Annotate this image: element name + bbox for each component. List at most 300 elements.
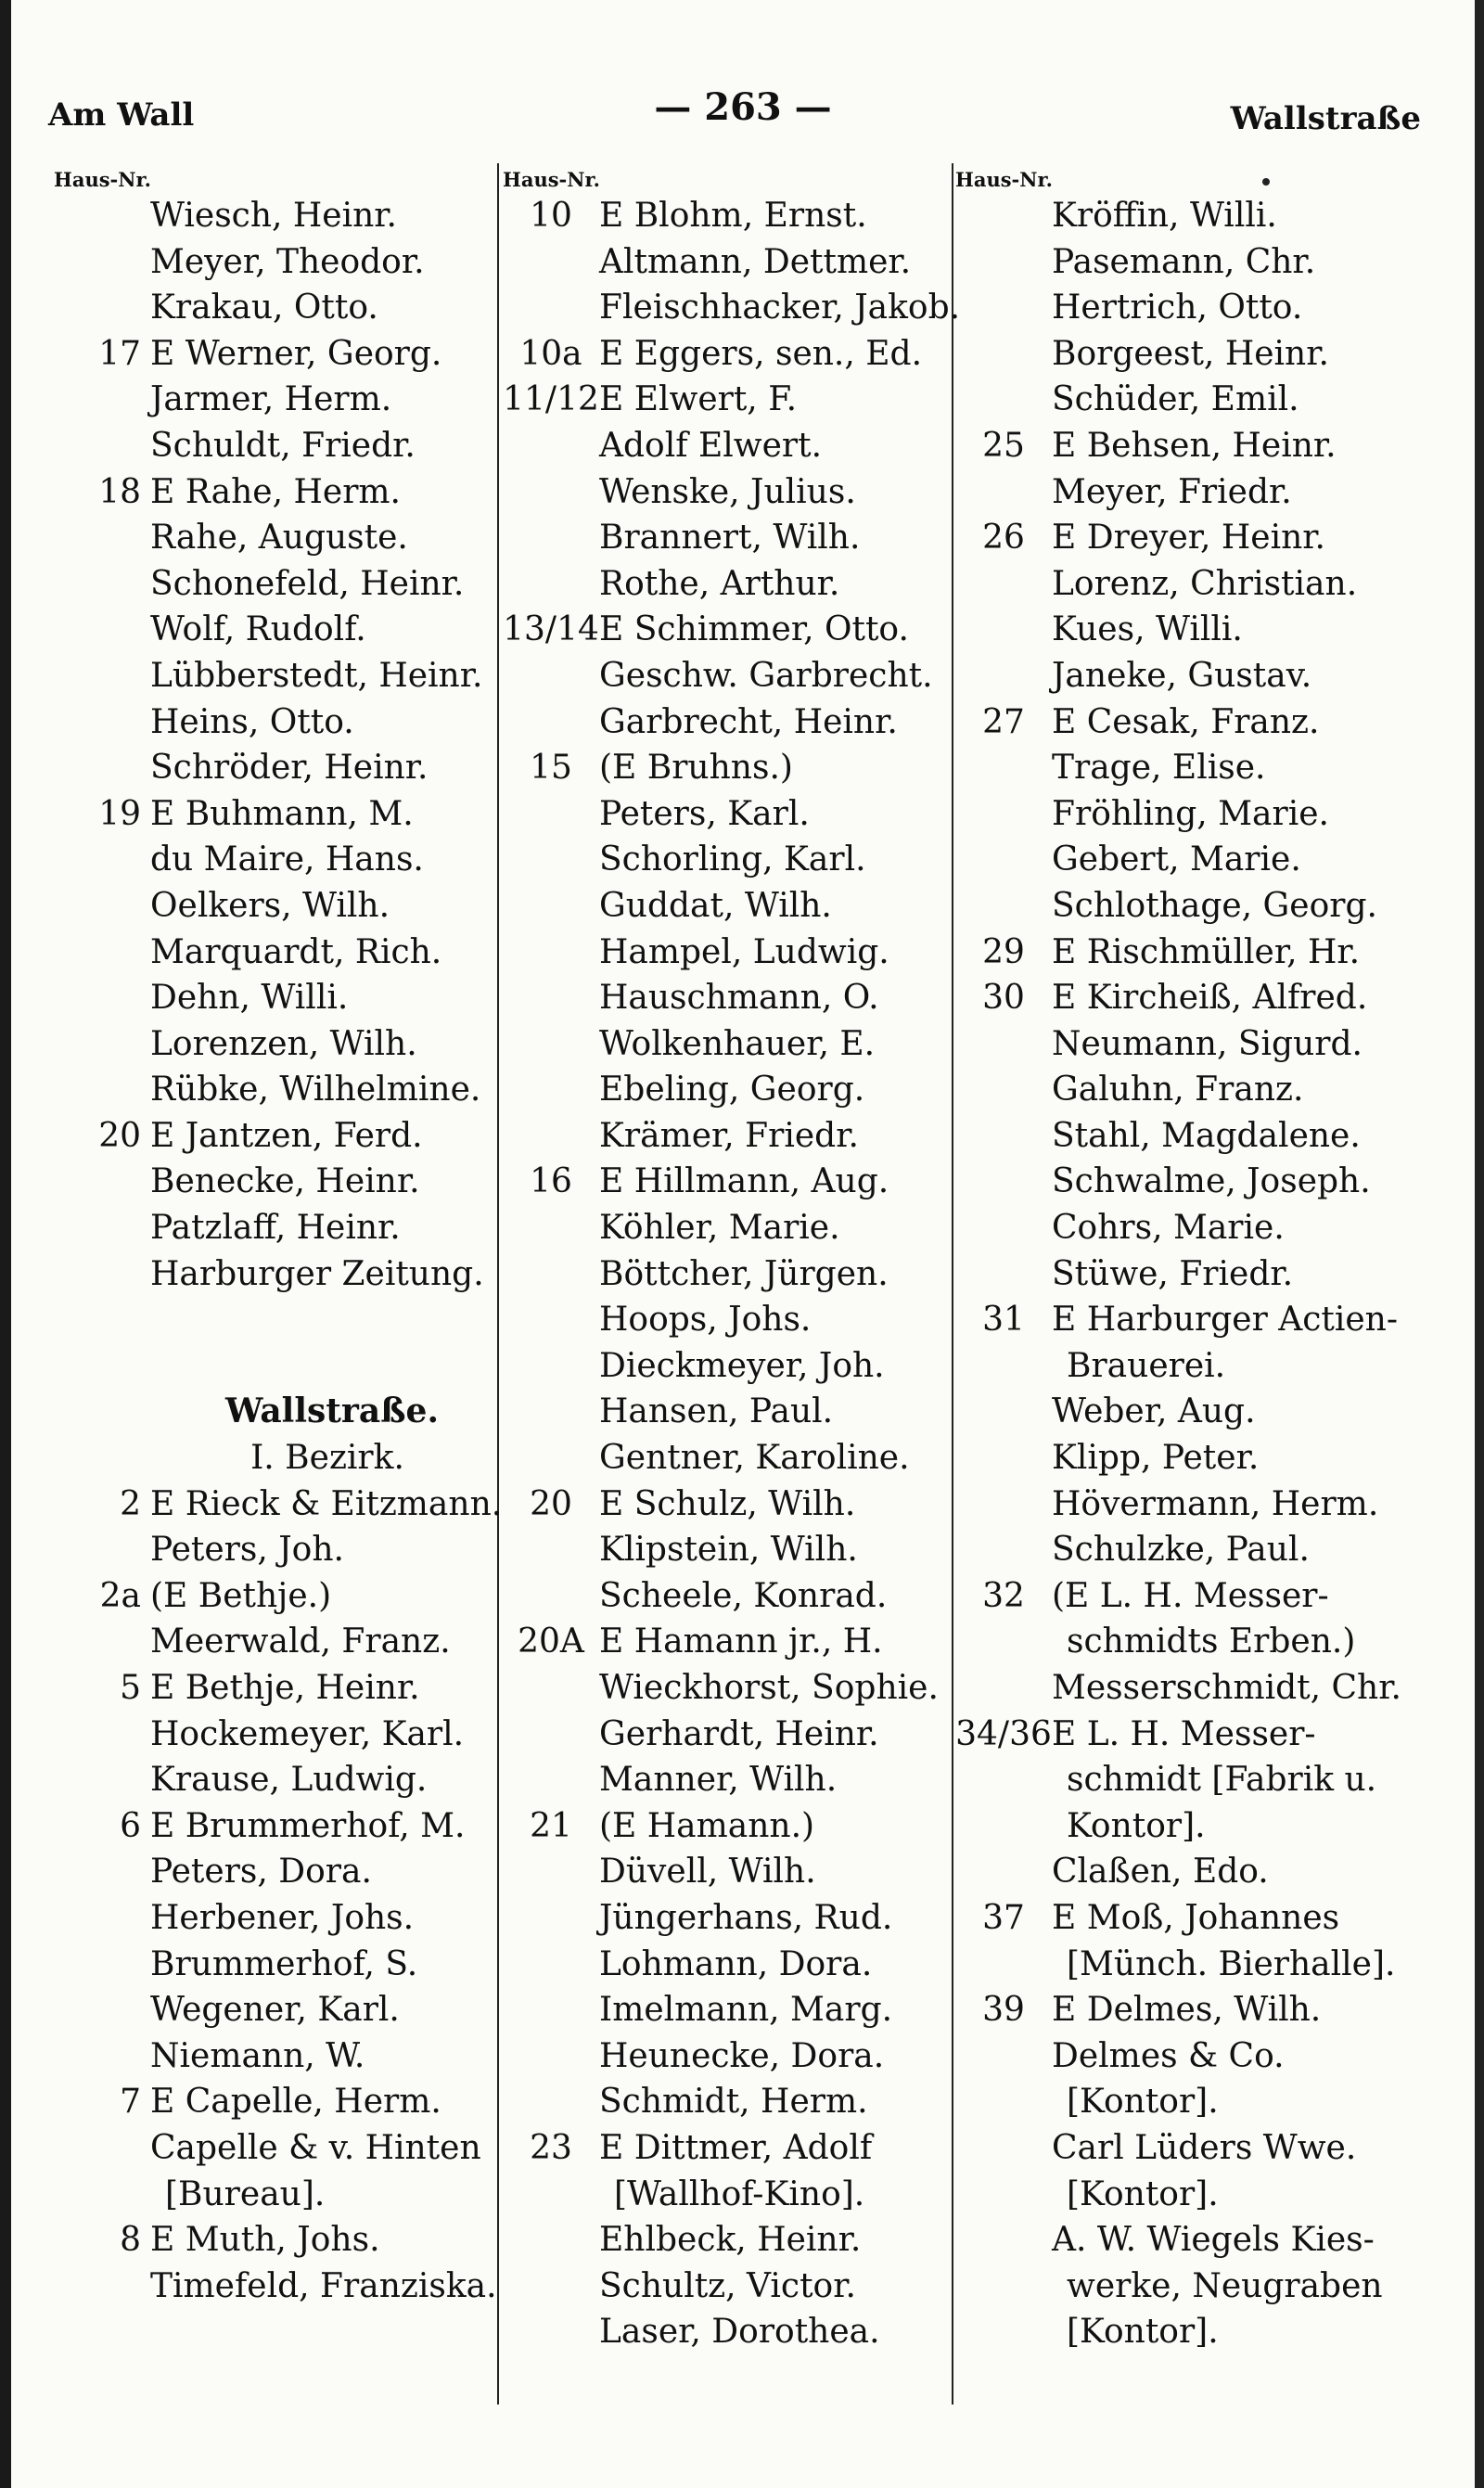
directory-entry [54,1297,495,1343]
house-number [503,1067,599,1113]
directory-entry [503,561,952,608]
directory-entry [503,1159,952,1205]
house-number [503,1251,599,1298]
resident-name: E Behsen, Heinr. [1052,426,1337,465]
directory-entry [955,423,1404,469]
directory-entry [503,653,952,699]
resident-name: Geschw. Garbrecht. [599,656,933,695]
directory-entry [503,469,952,516]
directory-entry [955,975,1404,1021]
house-number [955,193,1052,239]
resident-name: Hövermann, Herm. [1052,1484,1379,1523]
resident-name: Köhler, Marie. [599,1209,840,1248]
house-number [955,1757,1052,1803]
house-number [503,1712,599,1758]
directory-entry [503,837,952,883]
resident-name: Schulzke, Paul. [1052,1531,1310,1570]
house-number [955,1067,1052,1113]
directory-entry [955,1803,1404,1850]
directory-entry [503,791,952,838]
house-number: 32 [982,1576,1025,1615]
house-number [54,1159,150,1205]
directory-entry [503,1297,952,1343]
house-number [955,285,1052,331]
directory-entry [503,1895,952,1942]
house-number [955,377,1052,423]
directory-entry [955,1619,1404,1665]
resident-name: [Kontor]. [1067,2313,1219,2352]
directory-entry [955,1435,1404,1481]
page-number: — 263 — [654,85,832,129]
house-number: 23 [530,2128,572,2167]
directory-entry [503,2264,952,2310]
directory-entry [503,2033,952,2080]
resident-name: E Hamann jr., H. [599,1622,883,1661]
directory-entry [955,377,1404,423]
house-number [955,1527,1052,1573]
directory-entry [503,1803,952,1850]
directory-entry [955,745,1404,791]
directory-column-3 [955,167,1404,2355]
directory-entry [54,653,495,699]
resident-name: Rothe, Arthur. [599,564,840,603]
directory-entry [54,1849,495,1895]
house-number [54,561,150,608]
directory-entry [503,1435,952,1481]
resident-name: [Münch. Bierhalle]. [1067,1944,1396,1983]
house-number: 20 [530,1484,572,1523]
resident-name: E Rieck & Eitzmann. [150,1484,503,1523]
resident-name: Claßen, Edo. [1052,1853,1269,1892]
house-number [54,1067,150,1113]
directory-entry [955,837,1404,883]
house-number: 6 [120,1806,141,1845]
house-number [503,1527,599,1573]
resident-name: Lorenz, Christian. [1052,564,1358,603]
header-right-street: Wallstraße [1230,100,1421,137]
directory-column-1 [54,167,503,2309]
resident-name: E L. H. Messer- [1052,1714,1316,1753]
directory-entry [503,285,961,331]
resident-name: Carl Lüders Wwe. [1052,2128,1357,2167]
house-number: 39 [982,1991,1025,2030]
resident-name: E Schimmer, Otto. [599,610,909,649]
resident-name: E Muth, Johs. [150,2221,380,2260]
resident-name: (E Bruhns.) [599,749,793,788]
directory-entry [503,1573,952,1620]
house-number: 10a [519,334,582,373]
directory-entry [54,285,495,331]
house-number: 29 [982,932,1025,971]
house-number [54,1942,150,1988]
resident-name: Manner, Wilh. [599,1761,838,1800]
directory-entry [503,193,952,239]
directory-entry [503,1987,952,2033]
directory-entry [503,239,952,286]
house-number [54,975,150,1021]
house-number [503,1573,599,1620]
resident-name: Rahe, Auguste. [150,519,408,558]
directory-entry [54,1205,495,1251]
directory-entry [54,1343,495,1390]
resident-name: Hertrich, Otto. [1052,289,1303,327]
resident-name: Scheele, Konrad. [599,1576,888,1615]
resident-name: Oelkers, Wilh. [150,886,390,925]
resident-name: Janeke, Gustav. [1052,656,1312,695]
house-number [503,2309,599,2355]
resident-name: E Bethje, Heinr. [150,1669,420,1707]
resident-name: Kröffin, Willi. [1052,197,1277,235]
house-number [955,1343,1052,1390]
directory-entry [54,1803,495,1850]
resident-name: Lohmann, Dora. [599,1944,873,1983]
house-number [503,975,599,1021]
resident-name: A. W. Wiegels Kies- [1052,2221,1375,2260]
directory-entry [54,2172,495,2218]
resident-name: Schröder, Heinr. [150,749,429,788]
house-number [955,1159,1052,1205]
house-number [54,1849,150,1895]
house-number [54,2264,150,2310]
directory-entry [955,1021,1404,1068]
directory-entry [503,1067,952,1113]
resident-name: Peters, Dora. [150,1853,372,1892]
directory-entry [955,791,1404,838]
directory-entry [54,1481,503,1528]
house-number [54,2172,150,2218]
resident-name: Borgeest, Heinr. [1052,334,1329,373]
house-number: 19 [98,794,141,833]
directory-entry [54,1665,495,1712]
house-number-heading: Haus-Nr. [955,168,1053,191]
house-number [503,699,599,746]
resident-name: Herbener, Johs. [150,1898,415,1937]
street-heading [54,1389,495,1435]
house-number [54,285,150,331]
directory-entry [955,699,1404,746]
resident-name: Fleischhacker, Jakob. [599,289,961,327]
directory-entry [54,515,495,561]
house-number: 34/36 [955,1714,1052,1753]
house-number [955,837,1052,883]
resident-name: E Cesak, Franz. [1052,702,1320,741]
house-number [54,1389,150,1435]
resident-name: Hockemeyer, Karl. [150,1714,465,1753]
resident-name: werke, Neugraben [1067,2266,1383,2305]
resident-name: Meerwald, Franz. [150,1622,451,1661]
resident-name: Jarmer, Herm. [150,380,392,419]
resident-name: Adolf Elwert. [599,426,823,465]
resident-name: (E Hamann.) [599,1806,815,1845]
house-number: 17 [98,334,141,373]
house-number-heading: Haus-Nr. [54,168,151,191]
directory-entry [503,2217,952,2264]
resident-name: E Jantzen, Ferd. [150,1116,423,1155]
directory-page [11,0,1475,2488]
directory-entry [54,1712,495,1758]
directory-entry [503,1849,952,1895]
directory-entry [54,699,495,746]
house-number [54,837,150,883]
house-number [955,1665,1052,1712]
directory-entry [955,1159,1404,1205]
house-number: 37 [982,1898,1025,1937]
directory-entry [503,377,952,423]
resident-name: Krämer, Friedr. [599,1116,859,1155]
resident-name: Garbrecht, Heinr. [599,702,898,741]
directory-entry [54,561,495,608]
directory-entry [955,2079,1404,2125]
resident-name: Harburger Zeitung. [150,1254,484,1293]
directory-entry [503,331,952,378]
resident-name: Brummerhof, S. [150,1944,418,1983]
directory-entry [955,331,1404,378]
house-number [955,1389,1052,1435]
directory-entry [54,1895,495,1942]
house-number [503,561,599,608]
house-number [54,2033,150,2080]
directory-entry [54,2079,495,2125]
directory-entry [955,1389,1404,1435]
house-number [503,883,599,930]
directory-entry [54,1619,495,1665]
directory-entry [503,1942,952,1988]
house-number [955,607,1052,653]
directory-entry [955,1527,1404,1573]
directory-entry [503,1665,952,1712]
resident-name: Wolf, Rudolf. [150,610,366,649]
house-number [54,1895,150,1942]
resident-name [150,1343,495,1390]
resident-name: Wallstraße. [225,1391,439,1431]
directory-entry [503,1481,952,1528]
resident-name: Schlothage, Georg. [1052,886,1377,925]
resident-name: Neumann, Sigurd. [1052,1024,1362,1063]
resident-name: schmidt [Fabrik u. [1067,1761,1377,1800]
directory-entry [955,1113,1404,1160]
resident-name: Cohrs, Marie. [1052,1209,1285,1248]
house-number [955,1021,1052,1068]
house-number [54,515,150,561]
directory-entry [54,331,495,378]
directory-entry [503,1527,952,1573]
directory-entry [54,930,495,976]
resident-name: Ebeling, Georg. [599,1071,865,1109]
resident-name: du Maire, Hans. [150,840,424,879]
resident-name: Imelmann, Marg. [599,1991,893,2030]
resident-name: Marquardt, Rich. [150,932,442,971]
resident-name: Stahl, Magdalene. [1052,1116,1361,1155]
page-header [11,85,1475,141]
house-number [955,1942,1052,1988]
directory-entry [54,607,495,653]
resident-name: [Kontor]. [1067,2083,1219,2122]
directory-entry [503,1113,952,1160]
resident-name: Lübberstedt, Heinr. [150,656,483,695]
resident-name: E Eggers, sen., Ed. [599,334,923,373]
directory-entry [54,1942,495,1988]
directory-entry [54,1573,495,1620]
house-number-heading: Haus-Nr. [503,168,600,191]
house-number: 2 [120,1484,141,1523]
directory-entry [54,423,495,469]
directory-entry [955,2172,1404,2218]
resident-name: (E Bethje.) [150,1576,332,1615]
house-number [503,1665,599,1712]
house-number [955,2172,1052,2218]
resident-name: Kontor]. [1067,1806,1206,1845]
house-number [955,1113,1052,1160]
directory-entry [955,193,1404,239]
house-number: 20A [518,1622,584,1661]
resident-name: Stüwe, Friedr. [1052,1254,1294,1293]
resident-name: Krakau, Otto. [150,289,378,327]
directory-entry [503,1389,952,1435]
resident-name [150,1297,495,1343]
house-number [54,1619,150,1665]
house-number [54,1021,150,1068]
directory-entry [503,2079,952,2125]
house-number [54,1527,150,1573]
house-number: 7 [120,2083,141,2122]
house-number [54,745,150,791]
resident-name: E Rischmüller, Hr. [1052,932,1361,971]
resident-name: Heins, Otto. [150,702,354,741]
directory-entry [955,1297,1404,1343]
directory-entry [54,1527,495,1573]
house-number: 11/12 [503,380,599,419]
house-number [503,1297,599,1343]
directory-entry [503,2309,952,2355]
resident-name: Schorling, Karl. [599,840,866,879]
house-number [503,2217,599,2264]
resident-name: Wolkenhauer, E. [599,1024,876,1063]
house-number [503,423,599,469]
directory-entry [955,1712,1404,1758]
house-number [955,2125,1052,2172]
house-number [955,2264,1052,2310]
directory-entry [54,239,495,286]
house-number [54,883,150,930]
house-number [54,1251,150,1298]
house-number [54,1205,150,1251]
resident-name: Schüder, Emil. [1052,380,1299,419]
directory-entry [503,423,952,469]
house-number: 2a [99,1576,141,1615]
directory-entry [503,2125,952,2172]
resident-name: [Wallhof-Kino]. [614,2174,865,2213]
resident-name: Schwalme, Joseph. [1052,1162,1371,1201]
directory-entry [955,607,1404,653]
directory-entry [503,2172,952,2218]
house-number [503,1849,599,1895]
directory-entry [54,1757,495,1803]
house-number [503,2079,599,2125]
directory-entry [955,2264,1404,2310]
house-number [54,1435,150,1481]
resident-name: E Moß, Johannes [1052,1898,1340,1937]
directory-entry [503,1619,952,1665]
house-number [54,1712,150,1758]
resident-name: Peters, Joh. [150,1531,344,1570]
house-number [54,699,150,746]
directory-entry [503,607,952,653]
resident-name: E Buhmann, M. [150,794,414,833]
house-number: 21 [530,1806,572,1845]
directory-entry [503,745,952,791]
directory-entry [54,2264,495,2310]
house-number: 10 [530,197,572,235]
resident-name: Schultz, Victor. [599,2266,856,2305]
district-label [54,1435,495,1481]
resident-name: Altmann, Dettmer. [599,242,912,281]
resident-name: Rübke, Wilhelmine. [150,1071,481,1109]
resident-name: E Hillmann, Aug. [599,1162,889,1201]
directory-entry [54,469,495,516]
directory-entry [503,699,952,746]
directory-entry [955,1942,1404,1988]
house-number [955,561,1052,608]
house-number [54,377,150,423]
house-number [955,1803,1052,1850]
house-number [955,1251,1052,1298]
house-number: 13/14 [503,610,599,649]
house-number: 30 [982,979,1025,1018]
house-number [503,1113,599,1160]
directory-entry [54,791,495,838]
directory-entry [955,2033,1404,2080]
resident-name: E Schulz, Wilh. [599,1484,856,1523]
directory-column-2 [503,167,961,2355]
house-number [503,653,599,699]
resident-name: Galuhn, Franz. [1052,1071,1304,1109]
resident-name: Niemann, W. [150,2036,365,2075]
resident-name: E Delmes, Wilh. [1052,1991,1322,2030]
resident-name: Wieckhorst, Sophie. [599,1669,939,1707]
resident-name: Messerschmidt, Chr. [1052,1669,1401,1707]
directory-entry [503,883,952,930]
house-number [955,791,1052,838]
directory-entry [54,1021,495,1068]
resident-name: Jüngerhans, Rud. [599,1898,893,1937]
resident-name: E Kircheiß, Alfred. [1052,979,1368,1018]
house-number: 20 [98,1116,141,1155]
directory-entry [955,1573,1404,1620]
resident-name: Schuldt, Friedr. [150,426,416,465]
directory-entry [503,930,952,976]
house-number [955,1435,1052,1481]
directory-entry [955,1481,1404,1528]
house-number [503,930,599,976]
house-number [503,239,599,286]
resident-name: E Blohm, Ernst. [599,197,867,235]
resident-name: Wegener, Karl. [150,1991,400,2030]
house-number [955,1481,1052,1528]
resident-name: Dehn, Willi. [150,979,349,1018]
house-number [955,2309,1052,2355]
directory-entry [955,1757,1404,1803]
directory-entry [955,561,1404,608]
house-number [955,331,1052,378]
resident-name: Gebert, Marie. [1052,840,1301,879]
house-number: 27 [982,702,1025,741]
directory-entry [54,1113,495,1160]
resident-name: Meyer, Friedr. [1052,472,1292,511]
house-number [955,469,1052,516]
house-number [955,239,1052,286]
resident-name: Dieckmeyer, Joh. [599,1346,885,1385]
house-number [503,1895,599,1942]
